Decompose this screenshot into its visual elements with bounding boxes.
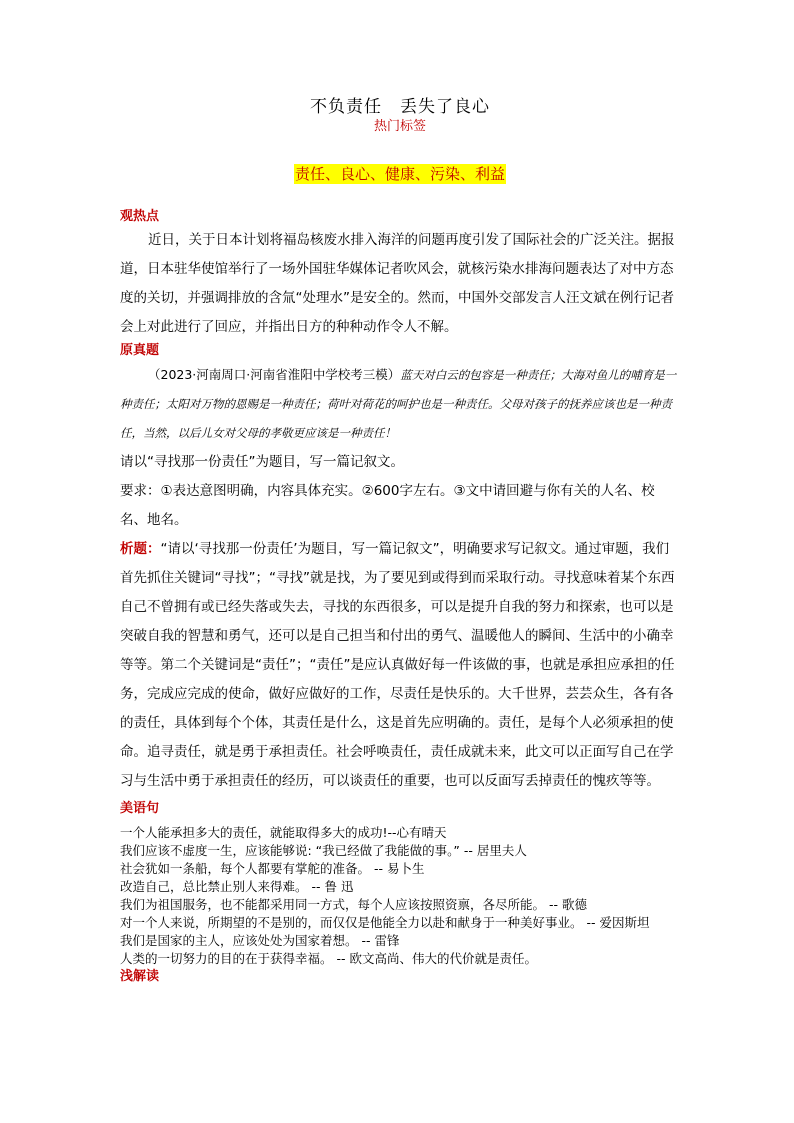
section-heading-read: 浅解读: [120, 969, 160, 984]
document-subtitle: 热门标签: [373, 119, 426, 134]
exam-prompt: 请以“寻找那一份责任”为题目，写一篇记叙文。: [120, 454, 404, 470]
section-heading-quotes: 美语句: [120, 801, 160, 816]
exam-requirements: 要求：①表达意图明确，内容具体充实。②600字左右。③文中请回避与你有关的人名、校名、地名。: [120, 483, 655, 528]
document-title: 不负责任 丢失了良心: [310, 97, 490, 117]
quote-line: 对一个人来说，所期望的不是别的，而仅仅是他能全力以赴和献身于一种美好事业。 -- 爱因斯坦: [120, 915, 650, 930]
tags-row: [120, 162, 680, 186]
quote-line: 我们为祖国服务，也不能都采用同一方式，每个人应该按照资禀，各尽所能。 -- 歌德: [120, 897, 587, 912]
quote-line: 人类的一切努力的目的在于获得幸福。 -- 欧文高尚、伟大的代价就是责任。: [120, 951, 537, 966]
exam-quote: [120, 360, 680, 448]
section-heading-observe: 观热点: [120, 209, 160, 224]
document-page: [120, 96, 680, 986]
hot-tags: 责任、良心、健康、污染、利益: [294, 165, 505, 183]
analysis-paragraph: [120, 535, 680, 796]
quote-line: 我们是国家的主人，应该处处为国家着想。 -- 雷锋: [120, 933, 400, 948]
section-heading-exam: 原真题: [120, 343, 160, 358]
analysis-text: “请以‘寻找那一份责任’为题目，写一篇记叙文”，明确要求写记叙文。通过审题，我们首先抓住关键词“寻找”；“寻找”就是找，为了要见到或得到而采取行动。寻找意味着某个东西自己不曾拥有或已经失落或失去，寻找的东西很多，可以是提升自我的努力和探索，也可以是突破自我的智慧和勇气，还可以是自己担当和付出的勇气、温暖他人的瞬间、生活中的小确幸等等。第二个关键词是“责任”；“责任”是应认真做好每一件该做的事，也就是承担应承担的任务，完成应完成的使命，做好应做好的工作，尽责任是快乐的。大千世界，芸芸众生，各有各的责任，具体到每个个体，其责任是什么，这是首先应明确的。责任，是每个人必须承担的使命。追寻责任，就是勇于承担责任。社会呼唤责任，责任成就未来，此文可以正面写自己在学习与生活中勇于承担责任的经历，可以谈责任的重要，也可以反面写丢掉责任的愧疚等等。: [120, 541, 675, 789]
quote-line: 改造自己，总比禁止别人来得难。 -- 鲁 迅: [120, 879, 354, 894]
exam-source: （2023·河南周口·河南省淮阳中学校考三模）: [148, 367, 401, 382]
analysis-label: 析题：: [120, 541, 161, 557]
exam-quote-text: 蓝天对白云的包容是一种责任；大海对鱼儿的哺育是一种责任；太阳对万物的恩赐是一种责任；荷叶对荷花的呵护也是一种责任。父母对孩子的抚养应该也是一种责任，当然，以后儿女对父母的孝敬更应该是一种责任！: [120, 368, 677, 440]
quote-line: 一个人能承担多大的责任，就能取得多大的成功!--心有晴天: [120, 825, 447, 840]
observe-paragraph: 近日，关于日本计划将福岛核废水排入海洋的问题再度引发了国际社会的广泛关注。据报道，日本驻华使馆举行了一场外国驻华媒体记者吹风会，就核污染水排海问题表达了对中方态度的关切，并强调排放的含氚“处理水”是安全的。然而，中国外交部发言人汪文斌在例行记者会上对此进行了回应，并指出日方的种种动作令人不解。: [120, 232, 675, 335]
quote-line: 社会犹如一条船，每个人都要有掌舵的准备。 -- 易卜生: [120, 861, 425, 876]
quote-lines: [120, 824, 680, 968]
quote-line: 我们应该不虚度一生，应该能够说: “我已经做了我能做的事。” -- 居里夫人: [120, 843, 527, 858]
